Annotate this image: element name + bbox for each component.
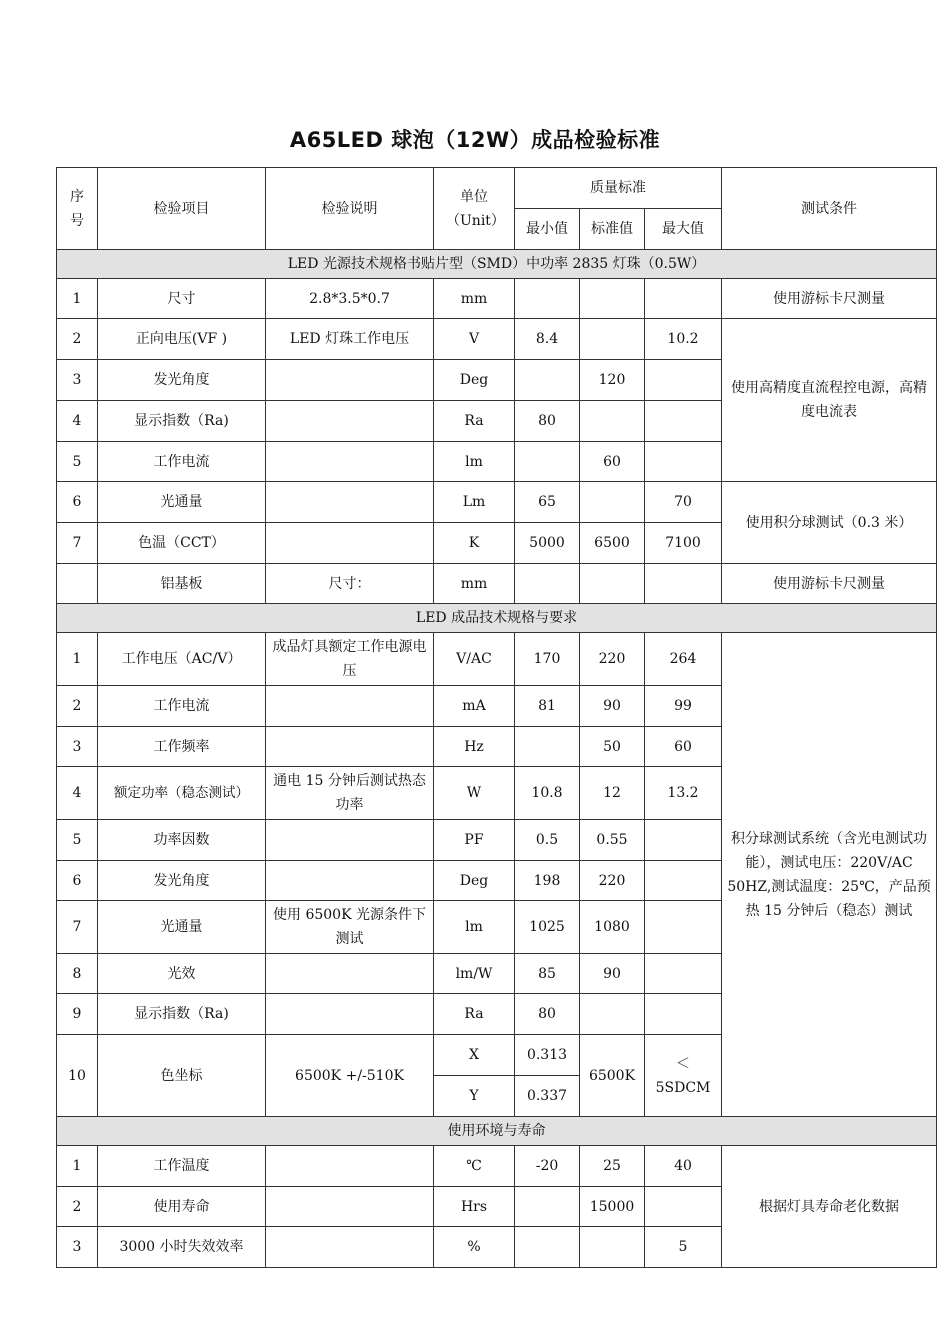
- cell-seq: 5: [57, 820, 98, 861]
- cell-condition: 使用游标卡尺测量: [722, 564, 937, 604]
- cell-item: 发光角度: [98, 360, 266, 401]
- cell-std: [580, 564, 645, 604]
- cell-std: 50: [580, 727, 645, 767]
- cell-max: 7100: [645, 523, 722, 564]
- cell-desc: 6500K +/-510K: [266, 1035, 434, 1117]
- table-row: [57, 279, 937, 319]
- cell-item: 工作电流: [98, 442, 266, 482]
- cell-item: 3000 小时失效效率: [98, 1227, 266, 1268]
- cell-seq: 3: [57, 727, 98, 767]
- cell-max: [645, 279, 722, 319]
- cell-item: 工作电流: [98, 686, 266, 727]
- cell-max: 60: [645, 727, 722, 767]
- cell-max: [645, 901, 722, 954]
- cell-min: [515, 727, 580, 767]
- cell-condition: 根据灯具寿命老化数据: [722, 1146, 937, 1268]
- cell-desc: [266, 727, 434, 767]
- cell-item: 光效: [98, 954, 266, 994]
- cell-min: 8.4: [515, 319, 580, 360]
- cell-min: 80: [515, 401, 580, 442]
- cell-item: 色坐标: [98, 1035, 266, 1117]
- cell-item: 发光角度: [98, 861, 266, 901]
- cell-seq: 4: [57, 401, 98, 442]
- cell-unit: lm/W: [434, 954, 515, 994]
- cell-unit: Deg: [434, 861, 515, 901]
- cell-desc: [266, 1187, 434, 1227]
- cell-unit: W: [434, 767, 515, 820]
- cell-condition: 使用游标卡尺测量: [722, 279, 937, 319]
- header-max: 最大值: [645, 209, 722, 250]
- cell-seq: 1: [57, 1146, 98, 1187]
- cell-item: 显示指数（Ra): [98, 994, 266, 1035]
- cell-desc: 通电 15 分钟后测试热态功率: [266, 767, 434, 820]
- cell-std: [580, 279, 645, 319]
- cell-std: 12: [580, 767, 645, 820]
- cell-unit: ℃: [434, 1146, 515, 1187]
- cell-seq: 2: [57, 1187, 98, 1227]
- cell-max: 5: [645, 1227, 722, 1268]
- cell-desc: 成品灯具额定工作电源电压: [266, 633, 434, 686]
- header-cond: 测试条件: [722, 168, 937, 250]
- table-row: [57, 1146, 937, 1187]
- cell-item: 显示指数（Ra): [98, 401, 266, 442]
- cell-unit: Hz: [434, 727, 515, 767]
- cell-item: 铝基板: [98, 564, 266, 604]
- cell-desc: [266, 686, 434, 727]
- cell-desc: 2.8*3.5*0.7: [266, 279, 434, 319]
- cell-std: 90: [580, 954, 645, 994]
- cell-std: 1080: [580, 901, 645, 954]
- cell-std: 15000: [580, 1187, 645, 1227]
- page-title: A65LED 球泡（12W）成品检验标准: [289, 128, 661, 152]
- cell-max: 10.2: [645, 319, 722, 360]
- cell-max: 264: [645, 633, 722, 686]
- cell-max: [645, 1187, 722, 1227]
- cell-min: [515, 1227, 580, 1268]
- cell-max: 13.2: [645, 767, 722, 820]
- cell-seq: 10: [57, 1035, 98, 1117]
- cell-condition: 使用高精度直流程控电源，高精度电流表: [722, 319, 937, 482]
- header-item: 检验项目: [98, 168, 266, 250]
- cell-max: [645, 360, 722, 401]
- cell-seq: 2: [57, 319, 98, 360]
- cell-unit: mm: [434, 279, 515, 319]
- cell-item: 工作温度: [98, 1146, 266, 1187]
- cell-unit: V/AC: [434, 633, 515, 686]
- header-quality: 质量标准: [515, 168, 722, 209]
- cell-seq: 7: [57, 901, 98, 954]
- cell-desc: LED 灯珠工作电压: [266, 319, 434, 360]
- cell-seq: 4: [57, 767, 98, 820]
- cell-unit: mm: [434, 564, 515, 604]
- header-seq: 序号: [57, 168, 98, 250]
- cell-seq: 6: [57, 861, 98, 901]
- cell-min: [515, 442, 580, 482]
- header-row: [57, 168, 937, 209]
- cell-unit: Ra: [434, 994, 515, 1035]
- cell-unit: Deg: [434, 360, 515, 401]
- header-desc: 检验说明: [266, 168, 434, 250]
- cell-seq: 3: [57, 360, 98, 401]
- cell-unit-x: X: [434, 1035, 515, 1076]
- cell-condition: 使用积分球测试（0.3 米）: [722, 482, 937, 564]
- cell-std: 220: [580, 861, 645, 901]
- section-title: 使用环境与寿命: [57, 1117, 937, 1146]
- cell-seq: 5: [57, 442, 98, 482]
- cell-seq: 8: [57, 954, 98, 994]
- cell-max: [645, 442, 722, 482]
- cell-std: 25: [580, 1146, 645, 1187]
- cell-min: 1025: [515, 901, 580, 954]
- cell-unit: mA: [434, 686, 515, 727]
- cell-unit: %: [434, 1227, 515, 1268]
- cell-unit: PF: [434, 820, 515, 861]
- cell-item: 额定功率（稳态测试）: [98, 767, 266, 820]
- cell-min: 198: [515, 861, 580, 901]
- cell-max: [645, 820, 722, 861]
- table-row: [57, 319, 937, 360]
- inspection-standard-table: [56, 167, 937, 1268]
- cell-min: 10.8: [515, 767, 580, 820]
- cell-desc: [266, 1227, 434, 1268]
- cell-std: 60: [580, 442, 645, 482]
- table-row: [57, 482, 937, 523]
- cell-min: 5000: [515, 523, 580, 564]
- cell-seq: 1: [57, 633, 98, 686]
- cell-std: 6500: [580, 523, 645, 564]
- cell-item: 工作频率: [98, 727, 266, 767]
- cell-desc: [266, 482, 434, 523]
- cell-std: 90: [580, 686, 645, 727]
- cell-desc: [266, 954, 434, 994]
- cell-min: [515, 279, 580, 319]
- cell-min: 170: [515, 633, 580, 686]
- cell-unit: lm: [434, 442, 515, 482]
- cell-unit: lm: [434, 901, 515, 954]
- cell-min: 81: [515, 686, 580, 727]
- cell-min: 0.5: [515, 820, 580, 861]
- cell-min: -20: [515, 1146, 580, 1187]
- cell-item: 使用寿命: [98, 1187, 266, 1227]
- cell-seq: 1: [57, 279, 98, 319]
- header-std: 标准值: [580, 209, 645, 250]
- cell-std: [580, 1227, 645, 1268]
- cell-seq: 9: [57, 994, 98, 1035]
- table-row: [57, 564, 937, 604]
- cell-desc: [266, 1146, 434, 1187]
- cell-seq: 3: [57, 1227, 98, 1268]
- cell-max: [645, 401, 722, 442]
- cell-desc: [266, 442, 434, 482]
- cell-desc: 使用 6500K 光源条件下测试: [266, 901, 434, 954]
- cell-desc: [266, 861, 434, 901]
- cell-std: 0.55: [580, 820, 645, 861]
- cell-condition: 积分球测试系统（含光电测试功能），测试电压：220V/AC 50HZ,测试温度：25℃，产品预热 15 分钟后（稳态）测试: [722, 633, 937, 1117]
- cell-std: 6500K: [580, 1035, 645, 1117]
- cell-max: 70: [645, 482, 722, 523]
- cell-min: [515, 1187, 580, 1227]
- cell-item: 光通量: [98, 482, 266, 523]
- cell-seq: [57, 564, 98, 604]
- cell-item: 色温（CCT）: [98, 523, 266, 564]
- cell-item: 光通量: [98, 901, 266, 954]
- cell-max: ＜5SDCM: [645, 1035, 722, 1117]
- cell-seq: 7: [57, 523, 98, 564]
- cell-max: [645, 994, 722, 1035]
- cell-desc: [266, 360, 434, 401]
- cell-min: [515, 360, 580, 401]
- cell-unit: K: [434, 523, 515, 564]
- cell-unit: Hrs: [434, 1187, 515, 1227]
- cell-unit: Ra: [434, 401, 515, 442]
- cell-min: 85: [515, 954, 580, 994]
- cell-seq: 2: [57, 686, 98, 727]
- cell-std: [580, 994, 645, 1035]
- cell-item: 工作电压（AC/V）: [98, 633, 266, 686]
- cell-desc: [266, 994, 434, 1035]
- table-row: [57, 633, 937, 686]
- cell-min: 80: [515, 994, 580, 1035]
- section-title: LED 成品技术规格与要求: [57, 604, 937, 633]
- cell-std: [580, 319, 645, 360]
- cell-desc: 尺寸：: [266, 564, 434, 604]
- cell-max: [645, 564, 722, 604]
- cell-std: [580, 401, 645, 442]
- cell-desc: [266, 820, 434, 861]
- cell-unit: V: [434, 319, 515, 360]
- cell-desc: [266, 401, 434, 442]
- cell-item: 尺寸: [98, 279, 266, 319]
- cell-max: 40: [645, 1146, 722, 1187]
- cell-min: 65: [515, 482, 580, 523]
- header-min: 最小值: [515, 209, 580, 250]
- cell-min-x: 0.313: [515, 1035, 580, 1076]
- cell-seq: 6: [57, 482, 98, 523]
- cell-std: 120: [580, 360, 645, 401]
- cell-max: [645, 954, 722, 994]
- cell-desc: [266, 523, 434, 564]
- cell-min: [515, 564, 580, 604]
- section-title: LED 光源技术规格书贴片型（SMD）中功率 2835 灯珠（0.5W）: [57, 250, 937, 279]
- cell-max: [645, 861, 722, 901]
- cell-max: 99: [645, 686, 722, 727]
- cell-unit-y: Y: [434, 1076, 515, 1117]
- cell-item: 功率因数: [98, 820, 266, 861]
- cell-item: 正向电压(VF ): [98, 319, 266, 360]
- cell-unit: Lm: [434, 482, 515, 523]
- cell-min-y: 0.337: [515, 1076, 580, 1117]
- cell-std: 220: [580, 633, 645, 686]
- cell-std: [580, 482, 645, 523]
- header-unit: 单位（Unit）: [434, 168, 515, 250]
